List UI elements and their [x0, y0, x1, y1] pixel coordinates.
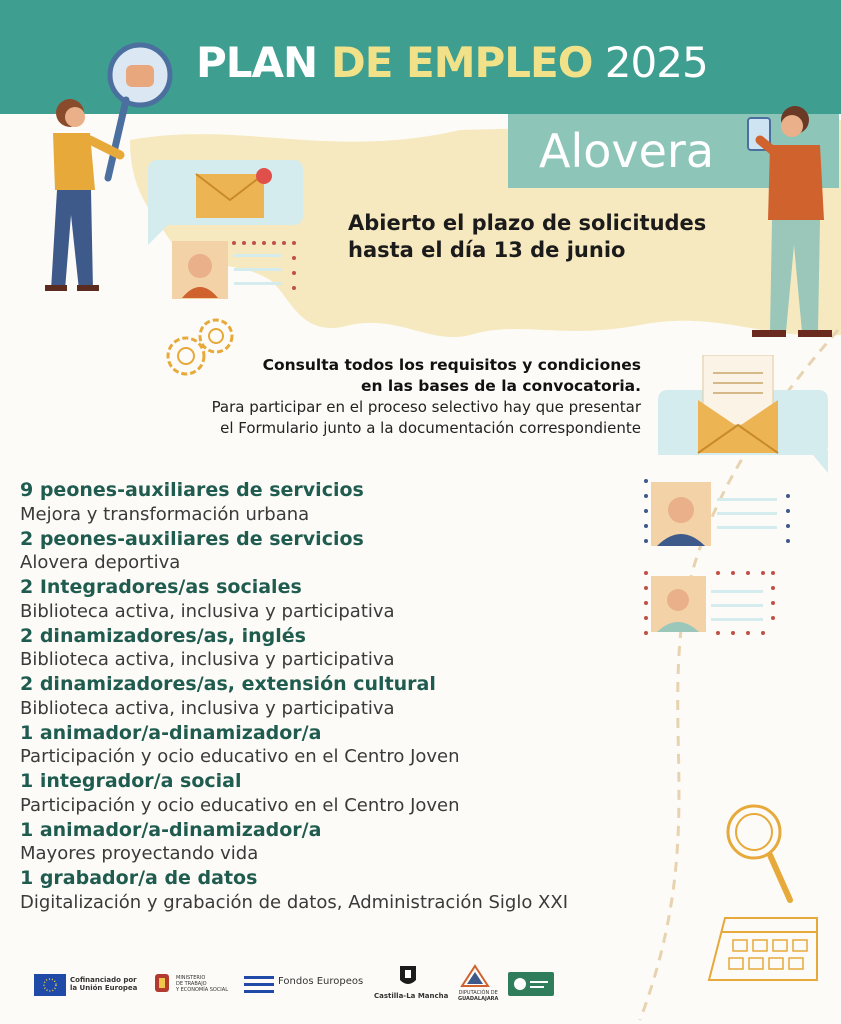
- deadline-notice: [348, 210, 748, 264]
- sponsor-logos: [30, 962, 570, 1008]
- job-list: [20, 478, 660, 915]
- job-title: 1 grabador/a de datos: [20, 867, 258, 889]
- list-item: [20, 672, 660, 721]
- list-item: [20, 818, 660, 867]
- profile-card-person-icon: [643, 568, 778, 638]
- job-project: Alovera deportiva: [20, 552, 181, 573]
- job-project: Digitalización y grabación de datos, Administración Siglo XXI: [20, 891, 569, 913]
- profile-card-icon: [172, 238, 302, 303]
- woman-figure-icon: [35, 95, 125, 295]
- diputacion-guadalajara-icon: [460, 964, 490, 988]
- job-project: Biblioteca activa, inclusiva y participativa: [20, 697, 395, 719]
- job-title: 1 animador/a-dinamizador/a: [20, 721, 322, 744]
- job-project: Participación y ocio educativo en el Centro Joven: [20, 794, 460, 816]
- requirements-line-4: el Formulario junto a la documentación correspondiente: [220, 419, 641, 437]
- list-item: [20, 478, 660, 527]
- job-project: Mayores proyectando vida: [20, 843, 259, 864]
- job-title: 2 dinamizadores/as, extensión cultural: [20, 673, 436, 695]
- diputacion-logo-text: DIPUTACIÓN DE GUADALAJARA: [458, 990, 499, 1002]
- ministry-logo-text: MINISTERIO DE TRABAJO Y ECONOMÍA SOCIAL: [176, 975, 228, 993]
- eu-logo-text: Cofinanciado por la Unión Europea: [70, 976, 138, 992]
- deadline-line-1: Abierto el plazo de solicitudes: [348, 211, 707, 235]
- requirements-line-1: Consulta todos los requisitos y condiciones: [262, 356, 641, 374]
- list-item: [20, 527, 660, 576]
- page-title: PLAN DE EMPLEO 2025: [196, 38, 708, 87]
- job-project: Mejora y transformación urbana: [20, 503, 310, 525]
- spain-coat-of-arms-icon: [151, 970, 173, 996]
- mail-bubble-icon: [148, 160, 308, 250]
- magnifier-outline-icon: [722, 800, 802, 910]
- job-title: 2 peones-auxiliares de servicios: [20, 527, 364, 550]
- list-item: [20, 721, 660, 770]
- eu-flag-icon: [34, 974, 66, 996]
- job-title: 2 dinamizadores/as, inglés: [20, 624, 306, 647]
- deadline-line-2: hasta el día 13 de junio: [348, 238, 626, 262]
- job-project: Participación y ocio educativo en el Centro Joven: [20, 746, 460, 767]
- job-title: 9 peones-auxiliares de servicios: [20, 479, 364, 501]
- open-envelope-icon: [658, 355, 838, 475]
- job-title: 1 integrador/a social: [20, 770, 242, 792]
- job-project: Biblioteca activa, inclusiva y participativa: [20, 600, 395, 622]
- alovera-town-hall-logo-icon: [508, 972, 554, 996]
- job-title: 1 animador/a-dinamizador/a: [20, 818, 322, 841]
- calendar-icon: [705, 910, 825, 990]
- requirements-info: [212, 355, 641, 439]
- profile-card-man-icon: [643, 478, 793, 553]
- eu-funds-icon: [244, 974, 274, 996]
- list-item: [20, 866, 660, 915]
- requirements-line-2: en las bases de la convocatoria.: [360, 377, 641, 395]
- job-title: 2 Integradores/as sociales: [20, 576, 302, 598]
- castilla-la-mancha-logo-text: Castilla-La Mancha: [374, 992, 449, 1000]
- requirements-line-3: Para participar en el proceso selectivo hay que presentar: [211, 398, 641, 416]
- list-item: [20, 769, 660, 818]
- eu-funds-logo-text: Fondos Europeos: [278, 976, 364, 987]
- job-project: Biblioteca activa, inclusiva y participativa: [20, 649, 395, 670]
- castilla-la-mancha-shield-icon: [398, 964, 418, 990]
- list-item: [20, 624, 660, 673]
- town-name: Alovera: [539, 124, 715, 178]
- list-item: [20, 575, 660, 624]
- man-figure-icon: [740, 100, 840, 340]
